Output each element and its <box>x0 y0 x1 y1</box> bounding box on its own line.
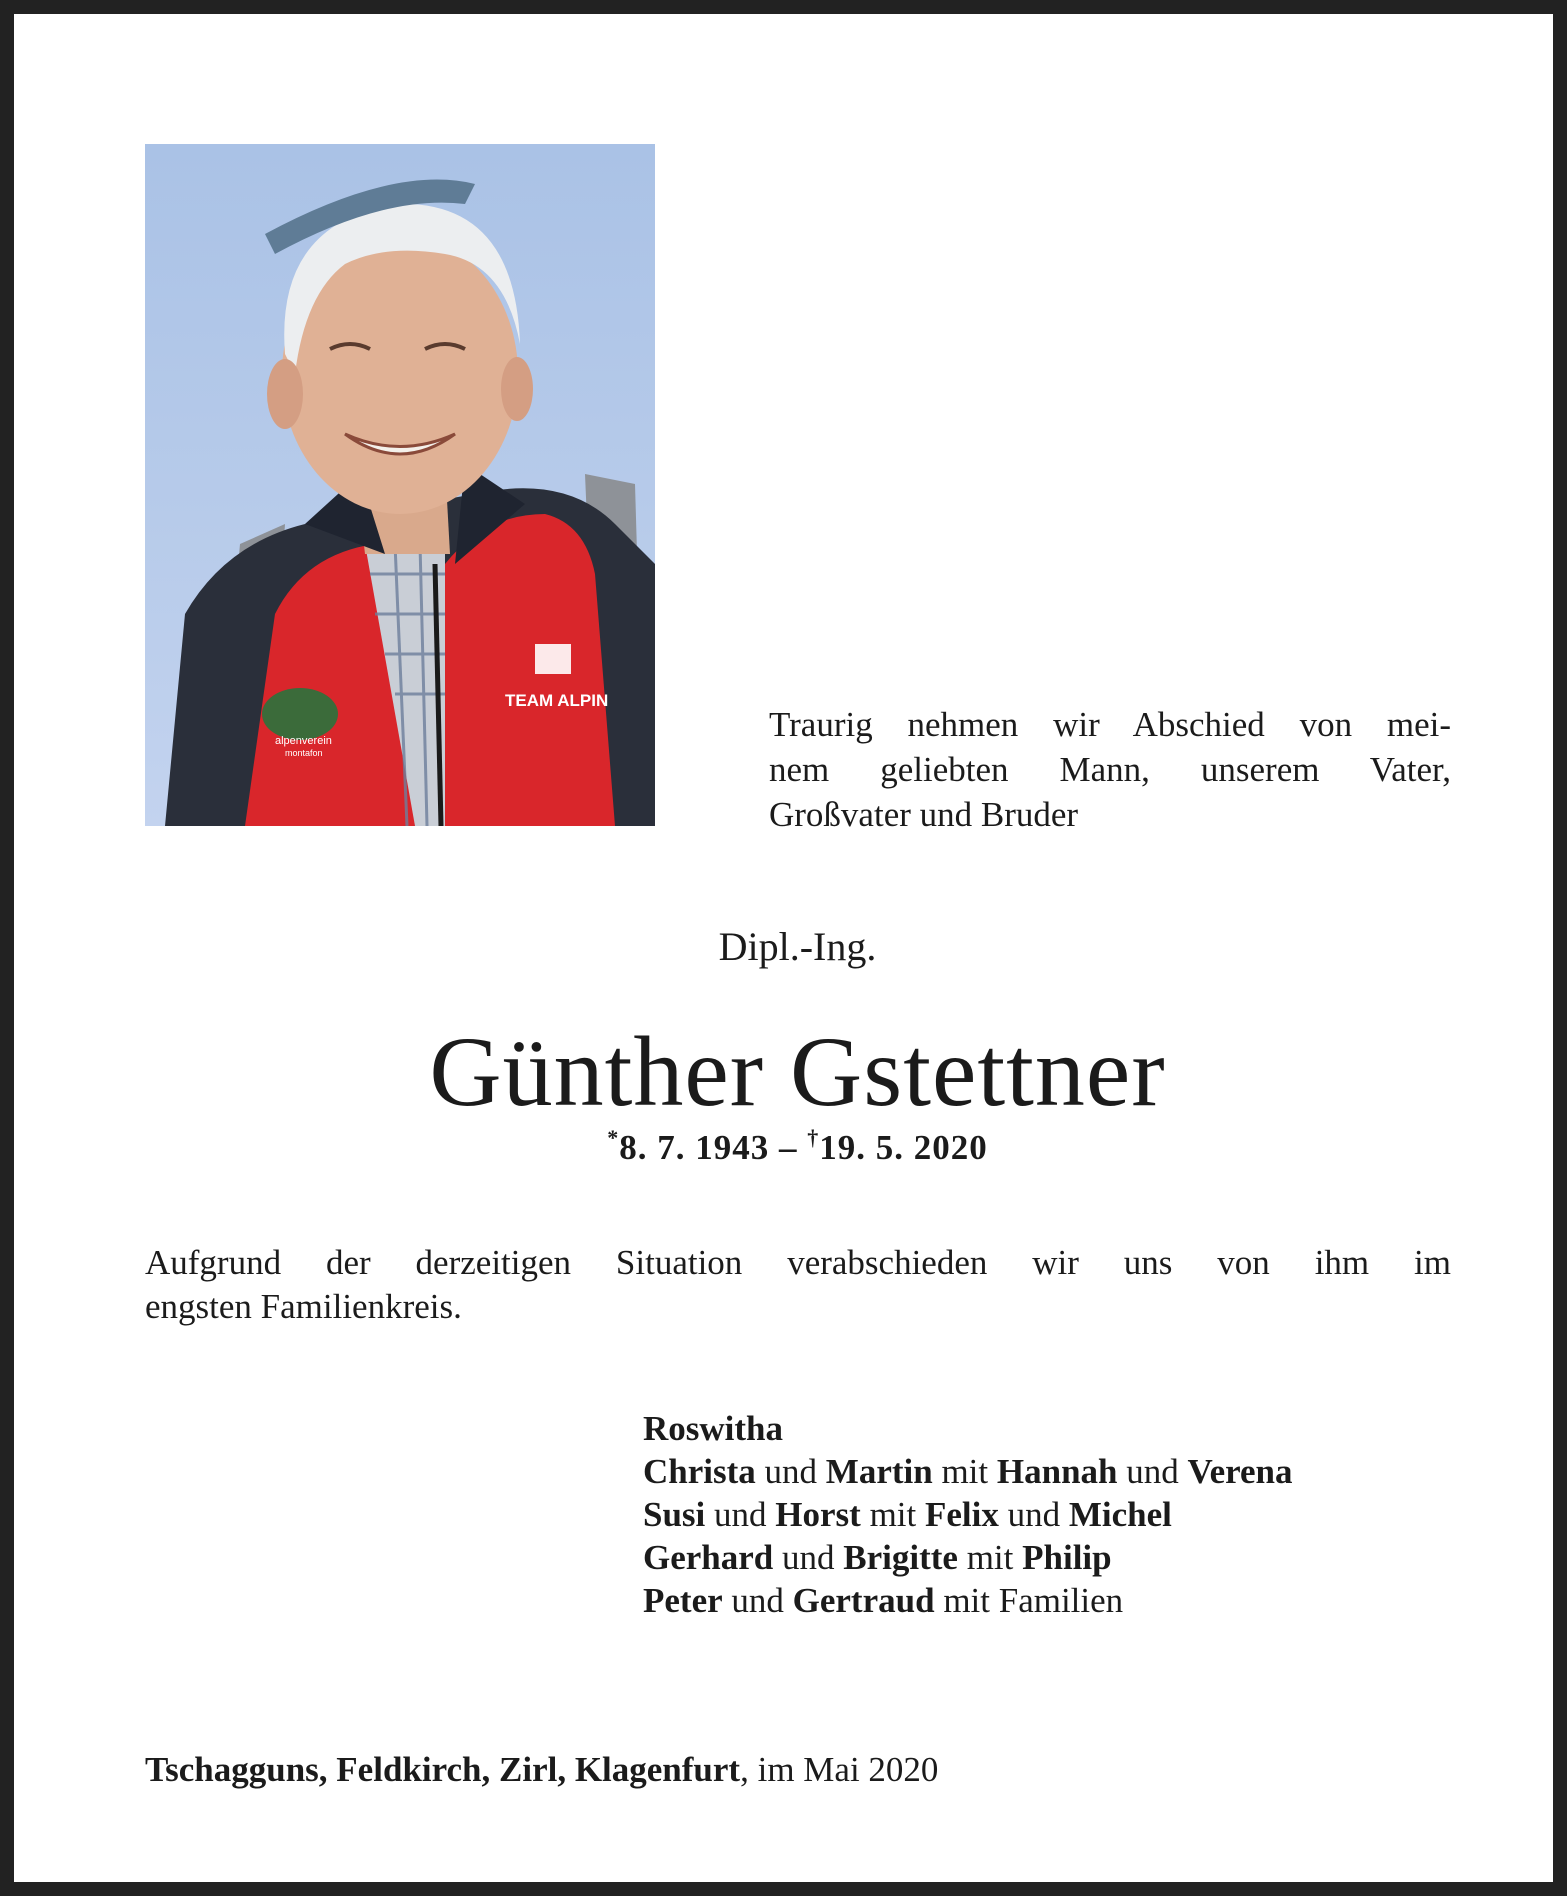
birth-symbol: * <box>607 1125 620 1150</box>
message-line-2: engsten Familienkreis. <box>145 1287 462 1326</box>
mourner-name: Martin <box>825 1452 933 1491</box>
connector: mit Familien <box>934 1581 1124 1620</box>
mourner-name: Susi <box>643 1495 706 1534</box>
portrait-photo <box>145 144 655 826</box>
mourner-row <box>643 1407 1463 1450</box>
date-separator: – <box>769 1128 808 1167</box>
message-line-1: Aufgrund der derzeitigen Situation verabschieden wir uns von ihm im <box>145 1243 1451 1282</box>
mourner-name: Christa <box>643 1452 756 1491</box>
badge-text-2: montafon <box>285 748 323 758</box>
death-symbol: † <box>807 1125 820 1150</box>
mourner-name: Verena <box>1187 1452 1293 1491</box>
team-alpin-text: TEAM ALPIN <box>505 691 609 710</box>
connector: mit <box>957 1538 1023 1577</box>
mourner-name: Michel <box>1068 1495 1172 1534</box>
connector: und <box>705 1495 776 1534</box>
mourner-name: Philip <box>1022 1538 1112 1577</box>
mourner-name: Horst <box>775 1495 861 1534</box>
intro-line-3: Großvater und Bruder <box>769 795 1079 834</box>
mourner-row <box>643 1579 1463 1622</box>
mourner-name: Gertraud <box>792 1581 935 1620</box>
birth-date: 8. 7. 1943 <box>619 1128 770 1167</box>
intro-text <box>769 702 1451 837</box>
alpenverein-badge <box>262 688 338 740</box>
connector: mit <box>860 1495 926 1534</box>
badge-text-1: alpenverein <box>275 735 332 747</box>
places: Tschagguns, Feldkirch, Zirl, Klagenfurt <box>145 1750 741 1789</box>
mourner-row <box>643 1536 1463 1579</box>
death-date: 19. 5. 2020 <box>819 1128 988 1167</box>
deceased-name: Günther Gstettner <box>429 1016 1166 1127</box>
connector: und <box>773 1538 844 1577</box>
intro-line-1: Traurig nehmen wir Abschied von mei- <box>769 705 1451 744</box>
connector: mit <box>932 1452 997 1491</box>
mourner-name: Peter <box>643 1581 723 1620</box>
farewell-message <box>145 1241 1451 1329</box>
life-dates <box>14 1115 1567 1171</box>
mourner-name: Brigitte <box>843 1538 958 1577</box>
connector: und <box>722 1581 793 1620</box>
mourner-name: Hannah <box>996 1452 1118 1491</box>
connector: und <box>755 1452 826 1491</box>
vest-right-panel <box>445 514 615 826</box>
intro-line-2: nem geliebten Mann, unserem Vater, <box>769 750 1451 789</box>
connector: und <box>998 1495 1069 1534</box>
portrait-illustration <box>145 144 655 826</box>
connector: und <box>1117 1452 1188 1491</box>
closing-date: , im Mai 2020 <box>740 1750 939 1789</box>
brand-logo <box>535 644 571 674</box>
mourner-name: Roswitha <box>643 1409 784 1448</box>
closing-line <box>145 1747 938 1793</box>
academic-title: Dipl.-Ing. <box>718 924 877 969</box>
mourner-row <box>643 1450 1463 1493</box>
mourner-row <box>643 1493 1463 1536</box>
mourner-name: Felix <box>925 1495 999 1534</box>
mourner-name: Gerhard <box>643 1538 774 1577</box>
mourners-list <box>643 1407 1463 1622</box>
